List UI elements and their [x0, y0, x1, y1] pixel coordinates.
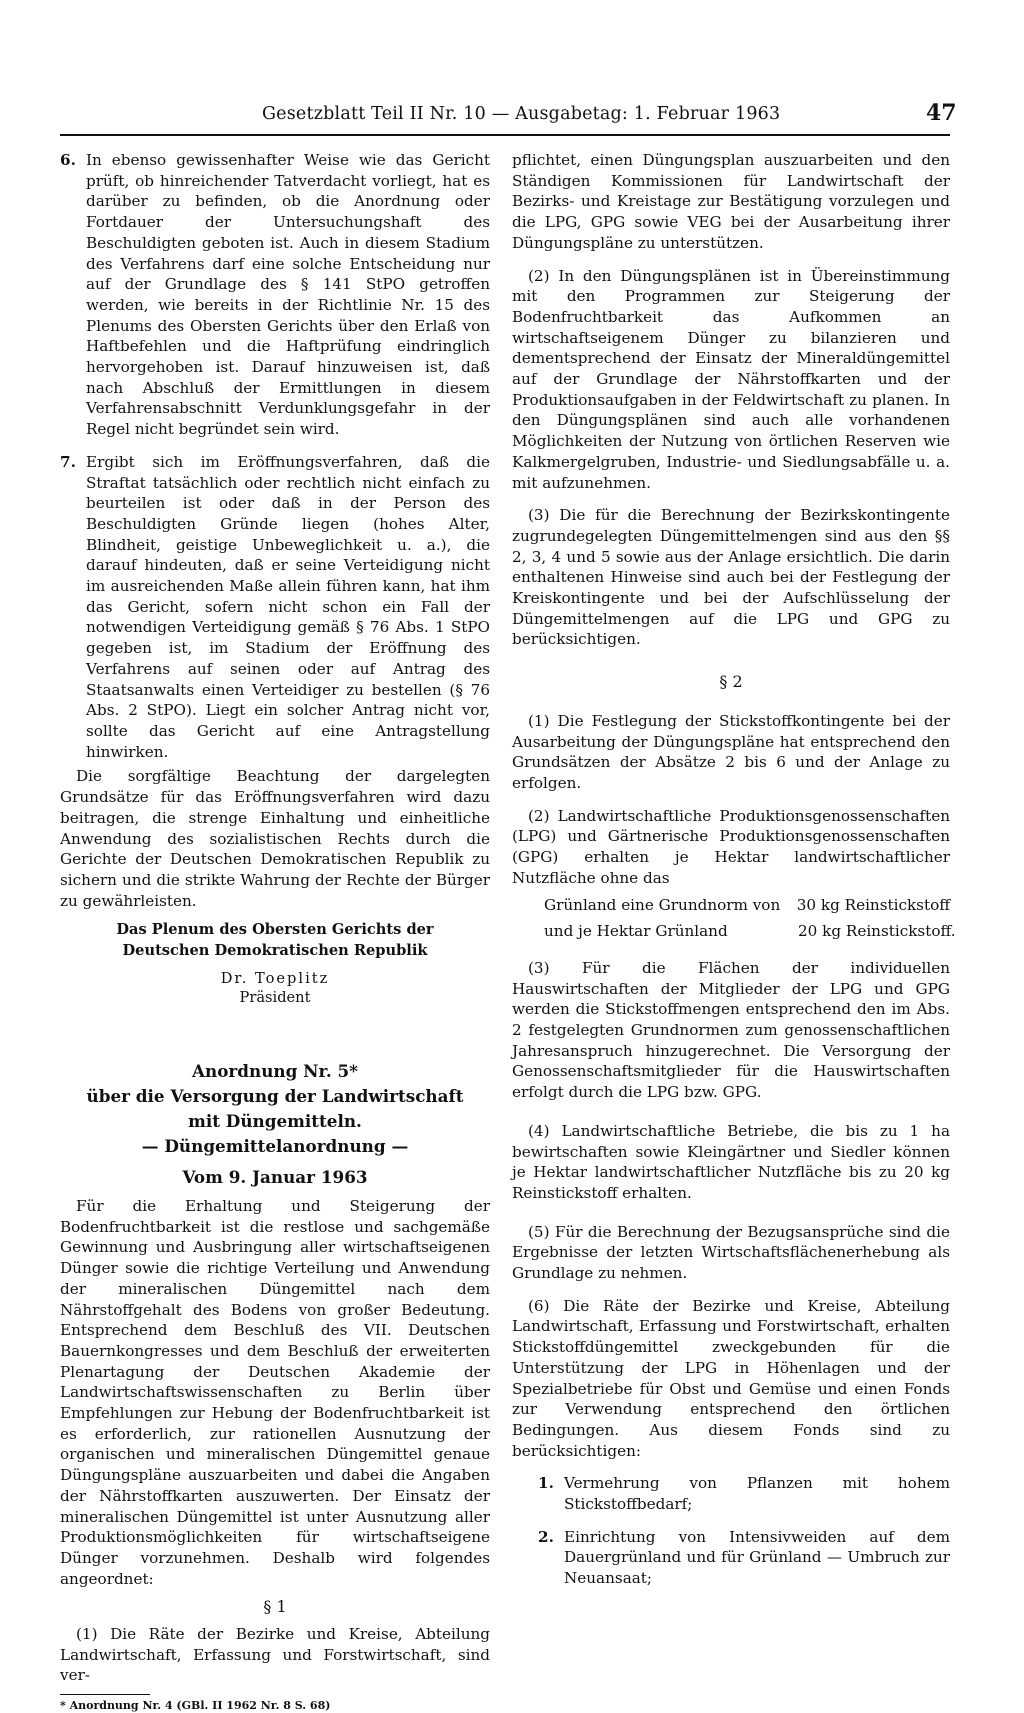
list-text: Einrichtung von Intensivweiden auf dem Dauergrünland und für Grünland — Umbruch zur Neuansaat; — [564, 1527, 950, 1588]
issuing-body — [60, 919, 490, 961]
ordinance-title-line: Anordnung Nr. 5* — [192, 1061, 358, 1082]
list-number: 1. — [538, 1474, 554, 1493]
section-1-paragraph-1-continued: pflichtet, einen Düngungsplan auszuarbeiten und den Ständigen Kommissionen für Landwirtschaft der Bezirks- und Kreistage zur Bestätigung vorzulegen und die LPG, GPG sowie VEG bei der Ausarbeitung ihrer Düngungspläne zu unterstützen. — [512, 151, 950, 252]
page-number: 47 — [926, 100, 957, 126]
section-2-paragraph-3: (3) Für die Flächen der individuellen Hauswirtschaften der Mitglieder der LPG und GPG werden die Stickstoffmengen entsprechend den im Abs. 2 festgelegten Grundnormen zum genossenschaftlichen Jahresanspruch hinzugerechnet. Die Versorgung der Genossenschaftsmitglieder für die Hauswirtschaften erfolgt durch die LPG bzw. GPG. — [512, 958, 950, 1102]
numbered-item-7 — [60, 452, 490, 763]
item-text: In ebenso gewissenhafter Weise wie das Gericht prüft, ob hinreichender Tatverdacht vorliegt, hat es darüber zu befinden, ob die Anordnung oder Fortdauer der Untersuchungshaft des Beschuldigten geboten ist. Auch in diesem Stadium des Verfahrens darf eine solche Entscheidung nur auf der Grundlage des § 141 StPO getroffen werden, wie bereits in der Richtlinie Nr. 15 des Plenums des Obersten Gerichts über den Erlaß von Haftbefehlen und die Haftprüfung eindringlich hervorgehoben ist. Darauf hinzuweisen ist, daß nach Abschluß der Ermittlungen in diesem Verfahrensabschnitt Verdunklungsgefahr in der Regel nicht begründet sein wird. — [86, 151, 490, 439]
signer-title: Präsident — [239, 989, 311, 1007]
preamble: Für die Erhaltung und Steigerung der Bodenfruchtbarkeit ist die restlose und sachgemäße Gewinnung und Ausbringung aller wirtschaftseigenen Dünger sowie die richtige Verteilung und Anwendung der mineralischen Düngemittel nach dem Nährstoffgehalt des Bodens von großer Bedeutung. Entsprechend dem Beschluß des VII. Deutschen Bauernkongresses und dem Beschluß der erweiterten Plenartagung der Deutschen Akademie der Landwirtschaftswissenschaften zu Berlin über Empfehlungen zur Hebung der Bodenfruchtbarkeit ist es erforderlich, zur rationellen Ausnutzung der organischen und mineralischen Düngemittel genaue Düngungspläne auszuarbeiten und dabei die Angaben der Nährstoffkarten auszuwerten. Der Einsatz der mineralischen Düngemittel ist unter Ausnutzung aller Produktionsmöglichkeiten für wirtschaftseigene Dünger vorzunehmen. Deshalb wird folgendes angeordnet: — [60, 1197, 490, 1588]
norm-label: Grünland eine Grundnorm von — [544, 895, 781, 914]
left-column — [60, 150, 490, 1713]
list-number: 2. — [538, 1527, 554, 1546]
norm-line-grassland — [544, 921, 956, 942]
list-text: Vermehrung von Pflanzen mit hohem Stickstoffbedarf; — [564, 1474, 950, 1514]
section-1-paragraph-1: (1) Die Räte der Bezirke und Kreise, Abteilung Landwirtschaft, Erfassung und Forstwirtschaft, sind ver- — [60, 1625, 490, 1685]
section-mark: § 1 — [263, 1597, 287, 1617]
fund-list — [538, 1473, 950, 1589]
section-2-paragraph-5: (5) Für die Berechnung der Bezugsansprüche sind die Ergebnisse der letzten Wirtschaftsflächenerhebung als Grundlage zu nehmen. — [512, 1222, 950, 1283]
footnote-rule — [60, 1694, 150, 1695]
ordinance-date: Vom 9. Januar 1963 — [182, 1167, 368, 1188]
ordinance-title-line: mit Düngemitteln. — [188, 1111, 362, 1132]
section-1-paragraph-3: (3) Die für die Berechnung der Bezirkskontingente zugrundegelegten Düngemittelmengen sind aus den §§ 2, 3, 4 und 5 sowie aus der Anlage ersichtlich. Die darin enthaltenen Hinweise sind auch bei der Festlegung der Kreiskontingente und bei der Aufschlüsselung der Düngemittelmengen auf die LPG und GPG zu berücksichtigen. — [512, 506, 950, 649]
section-2-paragraph-4: (4) Landwirtschaftliche Betriebe, die bis zu 1 ha bewirtschaften sowie Kleingärtner und Siedler können je Hektar landwirtschaftlicher Nutzfläche bis zu 20 kg Reinstickstoff erhalten. — [512, 1121, 950, 1202]
item-number: 7. — [60, 452, 76, 471]
issuing-body-line: Das Plenum des Obersten Gerichts der — [116, 921, 434, 939]
ordinance-title-line: über die Versorgung der Landwirtschaft — [86, 1086, 464, 1107]
section-1-paragraph-2: (2) In den Düngungsplänen ist in Übereinstimmung mit den Programmen zur Steigerung der Bodenfruchtbarkeit das Aufkommen an wirtschaftseigenem Dünger zu bilanzieren und dementsprechend der Einsatz der Mineraldüngemittel auf der Grundlage der Nährstoffkarten und der Produktionsaufgaben in der Feldwirtschaft zu planen. In den Düngungsplänen sind auch alle vorhandenen Möglichkeiten der Nutzung von örtlichen Reserven wie Kalkmergelgruben, Industrie- und Siedlungsabfälle u. a. mit aufzunehmen. — [512, 266, 950, 492]
signer-name: Dr. Toeplitz — [220, 970, 330, 988]
norm-value: 30 kg Reinstickstoff — [796, 895, 950, 914]
section-mark: § 2 — [719, 672, 743, 692]
item-number: 6. — [60, 151, 76, 169]
signature-block — [60, 969, 490, 1007]
footnote: * Anordnung Nr. 4 (GBl. II 1962 Nr. 8 S. 68) — [60, 1699, 331, 1713]
list-item — [538, 1527, 950, 1589]
closing-paragraph: Die sorgfältige Beachtung der dargelegten Grundsätze für das Eröffnungsverfahren wird dazu beitragen, die strenge Einhaltung und einheitliche Anwendung des sozialistischen Rechts durch die Gerichte der Deutschen Demokratischen Republik zu sichern und die strikte Wahrung der Rechte der Bürger zu gewährleisten. — [60, 767, 490, 910]
header-rule — [60, 134, 950, 136]
norm-value: 20 kg Reinstickstoff. — [798, 922, 956, 941]
ordinance-title — [60, 1059, 490, 1159]
section-2-paragraph-2: (2) Landwirtschaftliche Produktionsgenossenschaften (LPG) und Gärtnerische Produktionsgenossenschaften (GPG) erhalten je Hektar landwirtschaftlicher Nutzfläche ohne das — [512, 806, 950, 887]
section-2-paragraph-1: (1) Die Festlegung der Stickstoffkontingente bei der Ausarbeitung der Düngungspläne hat entsprechend den Grundsätzen der Absätze 2 bis 6 und der Anlage zu erfolgen. — [512, 711, 950, 792]
issuing-body-line: Deutschen Demokratischen Republik — [122, 942, 428, 960]
section-2-paragraph-6: (6) Die Räte der Bezirke und Kreise, Abteilung Landwirtschaft, Erfassung und Forstwirtschaft, erhalten Stickstoffdüngemittel zweckgebunden für die Unterstützung der LPG in Höhenlagen und der Spezialbetriebe für Obst und Gemüse und einen Fonds zur Verwendung entsprechend den örtlichen Bedingungen. Aus diesem Fonds sind zu berücksichtigen: — [512, 1296, 950, 1460]
item-text: Ergibt sich im Eröffnungsverfahren, daß die Straftat tatsächlich oder rechtlich nicht einfach zu beurteilen ist oder daß in der Person des Beschuldigten Gründe liegen (hohes Alter, Blindheit, geistige Unbeweglichkeit u. a.), die darauf hindeuten, daß er seine Verteidigung nicht im ausreichenden Maße allein führen kann, hat ihm das Gericht, sofern nicht schon ein Fall der notwendigen Verteidigung gemäß § 76 Abs. 1 StPO gegeben ist, im Stadium der Eröffnung des Verfahrens auf seinen oder auf Antrag des Staatsanwalts einen Verteidiger zu bestellen (§ 76 Abs. 2 StPO). Liegt ein solcher Antrag nicht vor, sollte das Gericht auf eine Antragstellung hinwirken. — [86, 452, 490, 761]
numbered-item-6 — [60, 150, 490, 440]
running-head: Gesetzblatt Teil II Nr. 10 — Ausgabetag: 1. Februar 1963 — [262, 104, 781, 124]
right-column — [512, 150, 956, 1589]
norm-line-arable — [544, 895, 950, 916]
norm-label: und je Hektar Grünland — [544, 922, 728, 941]
ordinance-short-title: — Düngemittelanordnung — — [141, 1136, 409, 1157]
list-item — [538, 1473, 950, 1514]
